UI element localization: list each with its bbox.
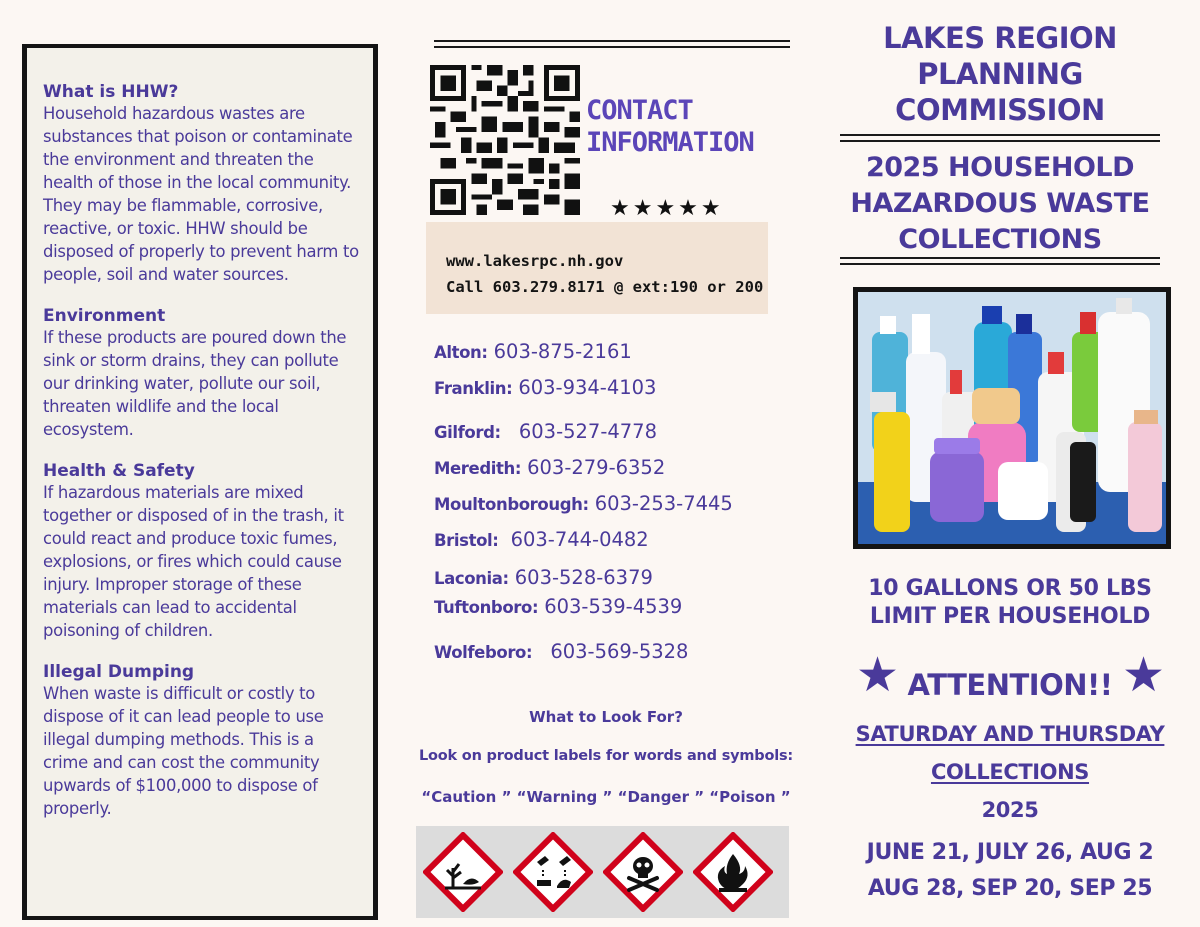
look-for-text: Look on product labels for words and symbols: xyxy=(418,748,794,764)
hazard-symbols xyxy=(416,826,789,918)
qr-code-icon[interactable] xyxy=(430,65,580,215)
organization-line: COMMISSION xyxy=(895,93,1105,127)
list-item xyxy=(434,640,688,663)
town-phone[interactable]: 603-539-4539 xyxy=(544,595,683,618)
town-phone[interactable]: 603-527-4778 xyxy=(518,420,657,443)
list-item xyxy=(434,566,653,589)
flame-icon xyxy=(693,832,773,912)
schedule-subheading: COLLECTIONS xyxy=(930,760,1090,784)
website-link[interactable]: www.lakesrpc.nh.gov xyxy=(446,252,624,270)
schedule-heading: SATURDAY AND THURSDAY xyxy=(855,722,1165,746)
contact-title-line: CONTACT xyxy=(586,95,693,126)
town-name: Gilford: xyxy=(434,423,501,442)
section-text: If hazardous materials are mixed together or disposed of in the trash, it could react and produce toxic fumes, explosions, or fires which could cause injury. Improper storage of these materials can lead to accidental poisoning of children. xyxy=(43,483,344,640)
section-illegal-dumping xyxy=(43,662,363,820)
section-heading: Illegal Dumping xyxy=(43,662,195,682)
town-phone[interactable]: 603-528-6379 xyxy=(514,566,653,589)
organization-name xyxy=(840,20,1160,128)
household-limit-line: LIMIT PER HOUSEHOLD xyxy=(869,604,1151,629)
household-limit xyxy=(840,575,1180,631)
contact-title-line: INFORMATION xyxy=(586,127,754,158)
cleaning-bottles-illustration xyxy=(858,292,1166,544)
look-for-title: What to Look For? xyxy=(529,708,683,726)
section-heading: Environment xyxy=(43,306,166,326)
info-panel xyxy=(22,44,378,920)
list-item xyxy=(434,456,665,479)
corrosive-icon xyxy=(513,832,593,912)
page-title-line: COLLECTIONS xyxy=(898,224,1102,255)
town-phone[interactable]: 603-253-7445 xyxy=(594,492,733,515)
household-limit-line: 10 GALLONS OR 50 LBS xyxy=(868,576,1152,601)
town-name: Moultonborough: xyxy=(434,495,589,514)
schedule-year: 2025 xyxy=(981,798,1039,822)
page-title-line: 2025 HOUSEHOLD xyxy=(865,152,1135,183)
list-item xyxy=(434,420,657,443)
town-name: Alton: xyxy=(434,343,488,362)
section-health-safety xyxy=(43,461,363,642)
contact-phone[interactable]: Call 603.279.8171 @ ext:190 or 200 xyxy=(446,278,764,296)
title-divider-bottom xyxy=(840,257,1160,265)
page-title-line: HAZARDOUS WASTE xyxy=(850,188,1150,219)
title-divider-top xyxy=(840,134,1160,142)
organization-line: PLANNING xyxy=(917,57,1083,91)
contact-box xyxy=(426,222,768,314)
look-for-words: “Caution ” “Warning ” “Danger ” “Poison ” xyxy=(421,788,791,806)
town-phone[interactable]: 603-569-5328 xyxy=(550,640,689,663)
attention-label: ATTENTION!! xyxy=(907,668,1113,702)
organization-line: LAKES REGION xyxy=(883,21,1117,55)
collection-dates: AUG 28, SEP 20, SEP 25 xyxy=(867,876,1153,901)
star-icon: ★ xyxy=(1122,647,1166,703)
star-icon: ★ xyxy=(856,647,900,703)
town-name: Meredith: xyxy=(434,459,522,478)
town-phone[interactable]: 603-934-4103 xyxy=(518,376,657,399)
hazardous-products-photo xyxy=(853,287,1171,549)
list-item xyxy=(434,595,682,618)
rating-stars: ★★★★★ xyxy=(610,196,724,221)
list-item xyxy=(434,528,649,551)
list-item xyxy=(434,376,656,399)
section-what-is-hhw xyxy=(43,82,363,286)
list-item xyxy=(434,492,733,515)
list-item xyxy=(434,340,632,363)
contact-title xyxy=(586,95,796,159)
skull-crossbones-icon xyxy=(603,832,683,912)
town-phone[interactable]: 603-744-0482 xyxy=(510,528,649,551)
collection-dates: JUNE 21, JULY 26, AUG 2 xyxy=(866,840,1154,865)
town-name: Wolfeboro: xyxy=(434,643,533,662)
town-name: Franklin: xyxy=(434,379,513,398)
town-name: Bristol: xyxy=(434,531,499,550)
town-phone[interactable]: 603-875-2161 xyxy=(493,340,632,363)
section-heading: Health & Safety xyxy=(43,461,195,481)
town-name: Tuftonboro: xyxy=(434,598,539,617)
section-environment xyxy=(43,306,363,441)
page-title xyxy=(840,150,1160,258)
environment-hazard-icon xyxy=(423,832,503,912)
section-text: Household hazardous wastes are substances that poison or contaminate the environment and threaten the health of those in the local community. They may be flammable, corrosive, reactive, or toxic. HHW should be disposed of properly to prevent harm to people, soil and water sources. xyxy=(43,104,359,284)
town-name: Laconia: xyxy=(434,569,509,588)
section-heading: What is HHW? xyxy=(43,82,179,102)
section-text: When waste is difficult or costly to dispose of it can lead people to use illegal dumping methods. This is a crime and can cost the community upwards of $100,000 to dispose of properly. xyxy=(43,684,324,818)
section-text: If these products are poured down the sink or storm drains, they can pollute our drinking water, pollute our soil, threaten wildlife and the local ecosystem. xyxy=(43,328,347,439)
top-divider xyxy=(434,40,790,48)
town-phone[interactable]: 603-279-6352 xyxy=(527,456,666,479)
info-content xyxy=(43,82,363,840)
